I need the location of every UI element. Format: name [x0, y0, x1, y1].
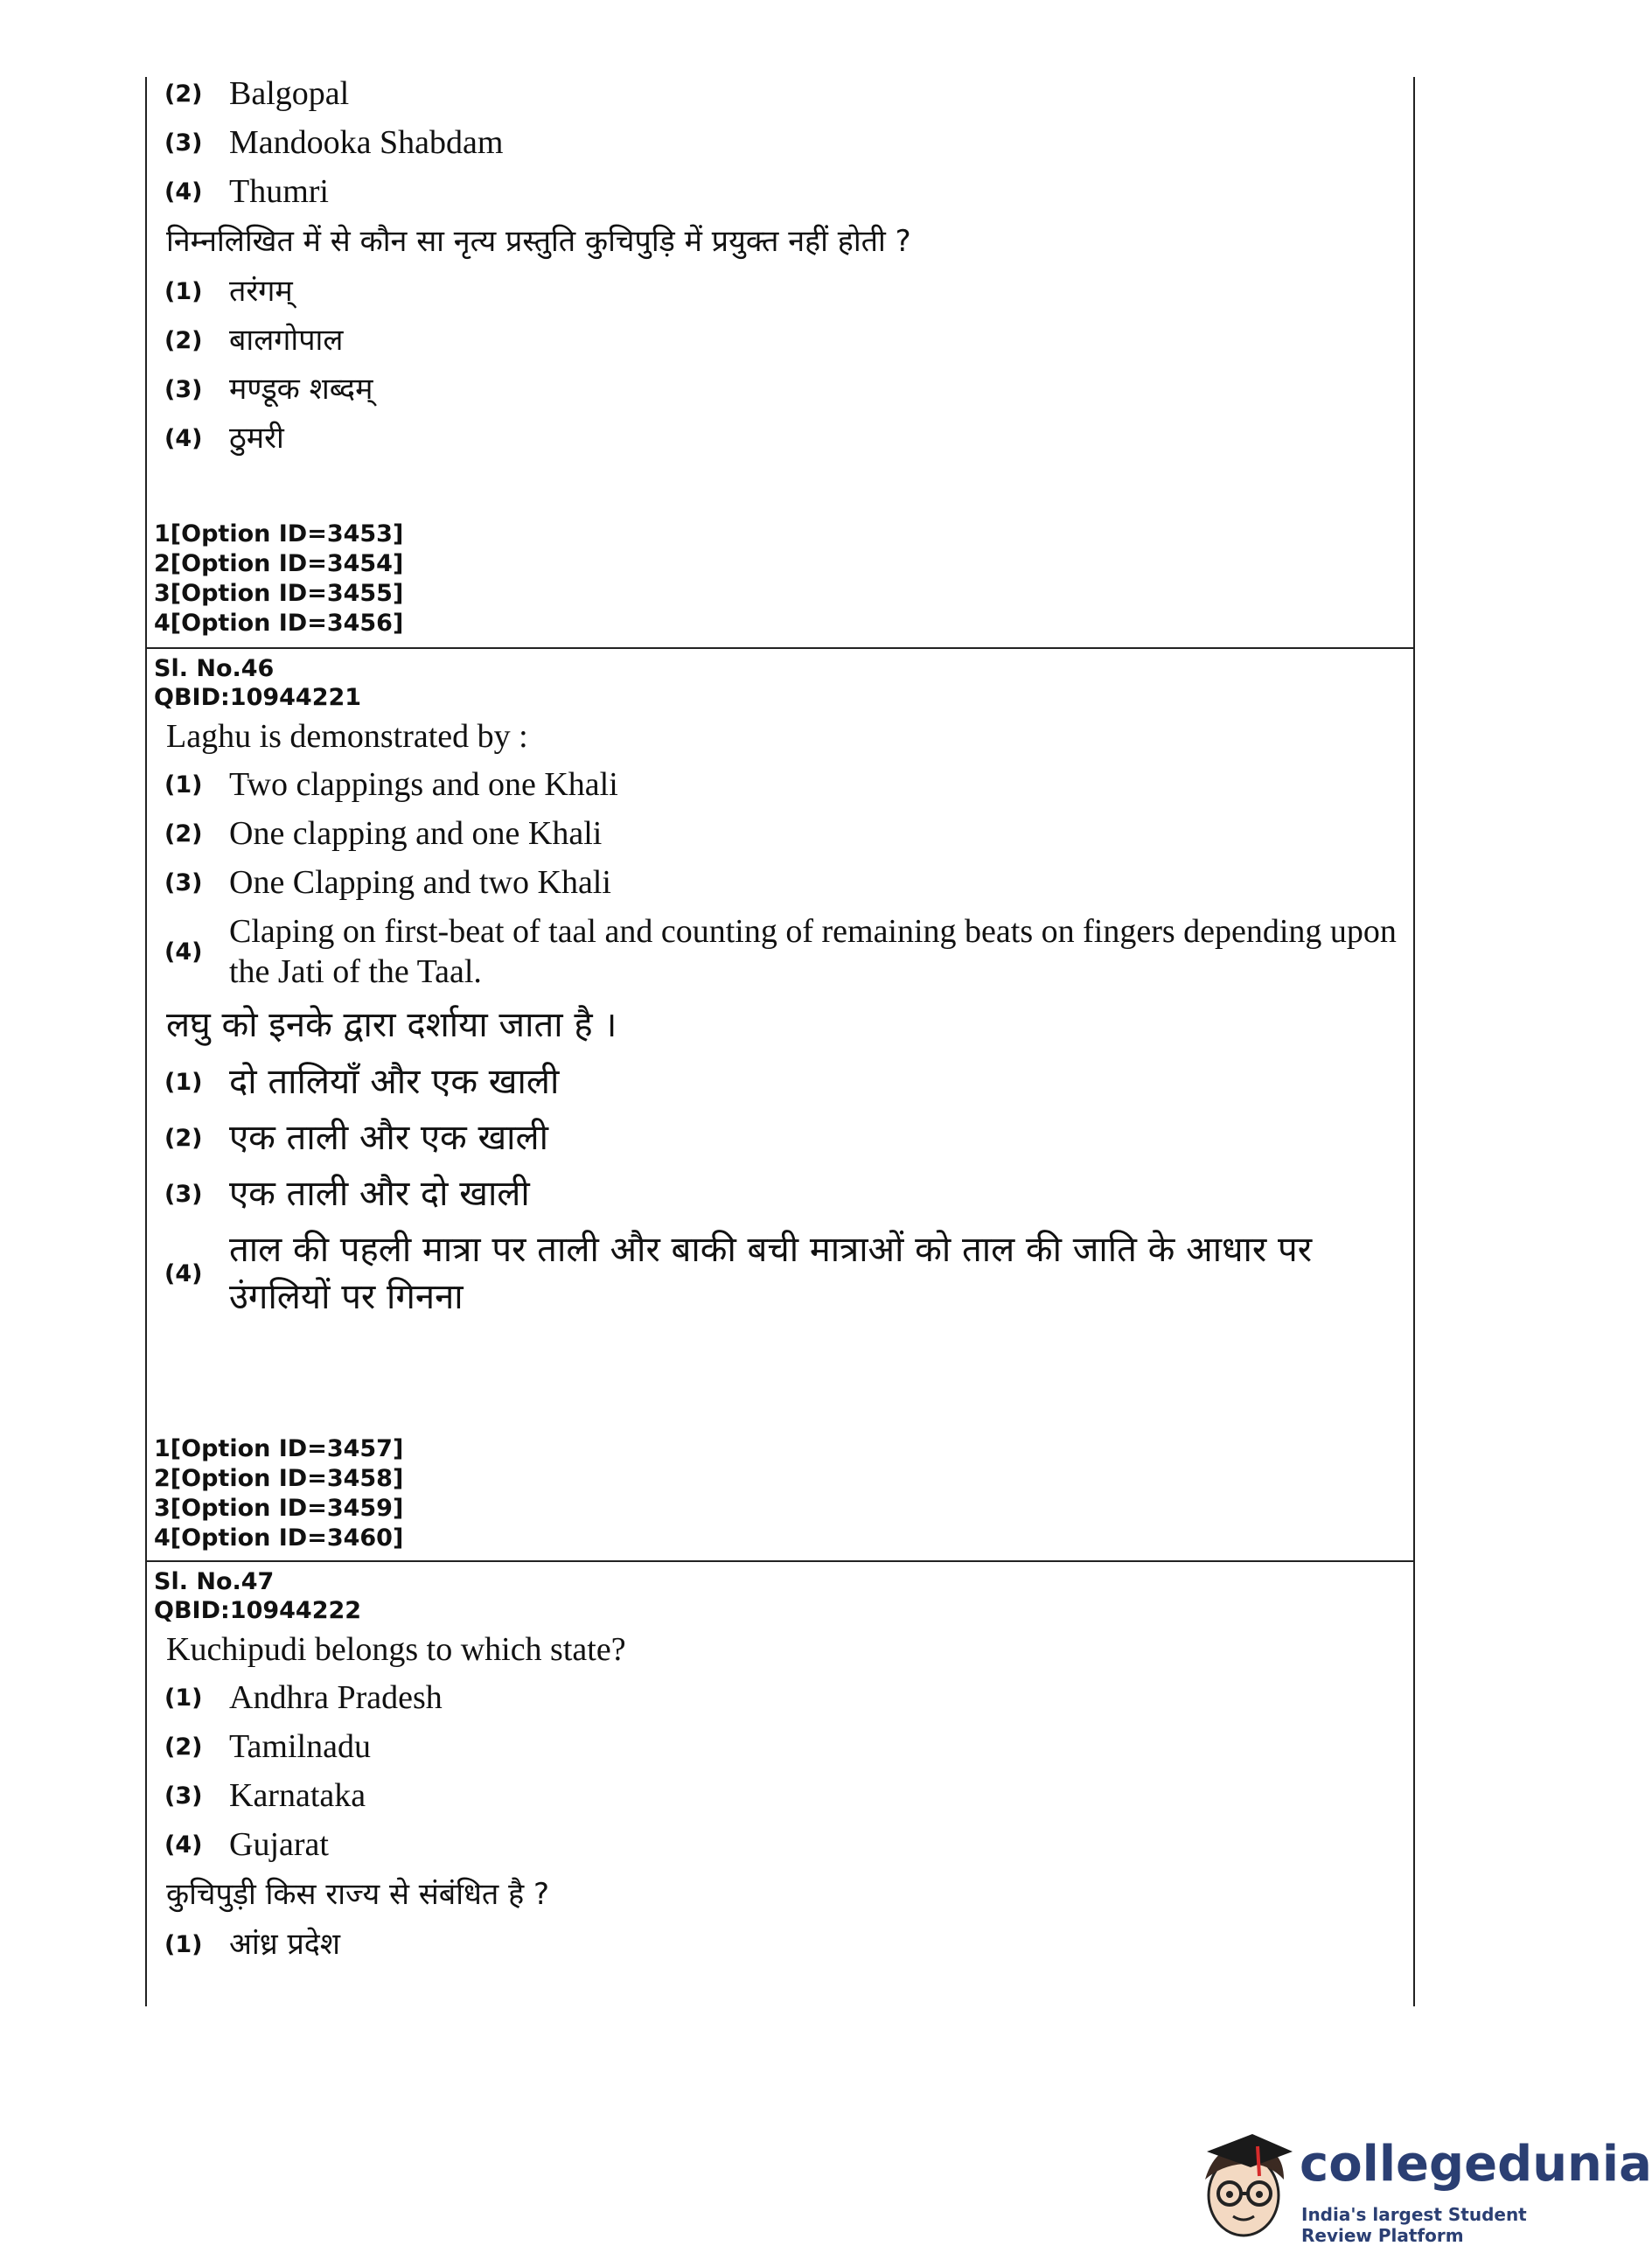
option-number: (4) [164, 424, 203, 452]
option-number: (1) [164, 277, 203, 305]
option-number: (2) [164, 326, 203, 354]
option-number: (1) [164, 1068, 203, 1096]
option-text-hindi: एक ताली और दो खाली [229, 1174, 530, 1214]
option-number: (3) [164, 1180, 203, 1208]
option-text-hindi: आंध्र प्रदेश [229, 1927, 340, 1962]
option-number: (3) [164, 1782, 203, 1810]
question-text-hindi: लघु को इनके द्वारा दर्शाया जाता है । [166, 1005, 617, 1045]
question-46-section [154, 654, 1405, 1329]
option-number: (2) [164, 1733, 203, 1761]
qbid: QBID:10944221 [154, 684, 362, 711]
option-row [154, 1824, 1405, 1865]
option-number: (4) [164, 1831, 203, 1859]
option-number: (3) [164, 375, 203, 403]
option-row [154, 271, 1405, 311]
question-text-hindi: कुचिपुड़ी किस राज्य से संबंधित है ? [166, 1877, 550, 1912]
option-number: (1) [164, 771, 203, 799]
option-number: (4) [164, 178, 203, 206]
option-number: (2) [164, 820, 203, 847]
option-id: 2[Option ID=3454] [154, 550, 404, 577]
option-id: 3[Option ID=3455] [154, 580, 404, 607]
option-text: Gujarat [229, 1826, 329, 1863]
question-text-hindi: निम्नलिखित में से कौन सा नृत्य प्रस्तुति कुचिपुड़ि में प्रयुक्त नहीं होती ? [166, 224, 911, 259]
option-row [154, 122, 1405, 163]
mascot-icon [1189, 2125, 1300, 2239]
option-text: Two clappings and one Khali [229, 766, 618, 803]
option-text-hindi: एक ताली और एक खाली [229, 1118, 549, 1158]
brand-tagline: India's largest Student Review Platform [1301, 2204, 1527, 2246]
option-id: 3[Option ID=3459] [154, 1495, 404, 1522]
option-text-hindi: तरंगम् [229, 274, 293, 309]
prev-question-section [154, 73, 1405, 467]
option-id: 4[Option ID=3460] [154, 1524, 404, 1552]
option-text: One Clapping and two Khali [229, 864, 611, 901]
option-number: (2) [164, 80, 203, 108]
option-text: Andhra Pradesh [229, 1679, 443, 1716]
option-row [154, 1726, 1405, 1767]
option-text: Karnataka [229, 1777, 366, 1814]
option-row [154, 1226, 1405, 1321]
option-number: (3) [164, 129, 203, 157]
option-row [154, 1058, 1405, 1106]
option-number: (3) [164, 868, 203, 896]
option-text: Tamilnadu [229, 1728, 371, 1765]
option-row [154, 862, 1405, 903]
question-47-section [154, 1567, 1405, 1973]
option-text: Balgopal [229, 75, 350, 112]
option-number: (1) [164, 1684, 203, 1712]
option-id: 1[Option ID=3457] [154, 1435, 404, 1462]
option-row [154, 1678, 1405, 1718]
option-text: Mandooka Shabdam [229, 124, 504, 161]
collegedunia-logo [1189, 2125, 1652, 2246]
option-row [154, 171, 1405, 212]
option-number: (2) [164, 1124, 203, 1152]
option-id-list [154, 1434, 1405, 1553]
option-number: (4) [164, 938, 203, 966]
option-row [154, 813, 1405, 854]
question-text: Laghu is demonstrated by : [166, 718, 528, 755]
option-text: Claping on first-beat of taal and counting of remaining beats on fingers depending upon the Jati of the Taal. [229, 913, 1397, 990]
option-number: (4) [164, 1259, 203, 1287]
option-id: 4[Option ID=3456] [154, 610, 404, 637]
section-divider [145, 647, 1415, 649]
option-row [154, 1924, 1405, 1964]
option-text-hindi: मण्डूक शब्दम् [229, 372, 373, 407]
option-id: 1[Option ID=3453] [154, 520, 404, 548]
brand-name: collegedunia [1300, 2136, 1652, 2193]
option-row [154, 320, 1405, 360]
option-row [154, 73, 1405, 114]
option-text-hindi: दो तालियाँ और एक खाली [229, 1062, 560, 1102]
option-row [154, 911, 1405, 992]
option-row [154, 1170, 1405, 1217]
option-text-hindi: ठुमरी [229, 421, 284, 456]
serial-number: Sl. No.46 [154, 655, 275, 682]
option-number: (1) [164, 1930, 203, 1958]
option-text-hindi: बालगोपाल [229, 323, 344, 358]
option-text: Thumri [229, 173, 329, 210]
option-row [154, 764, 1405, 805]
question-text: Kuchipudi belongs to which state? [166, 1631, 626, 1668]
option-row [154, 369, 1405, 409]
option-row [154, 1775, 1405, 1816]
option-id: 2[Option ID=3458] [154, 1465, 404, 1492]
serial-number: Sl. No.47 [154, 1568, 275, 1595]
option-text-hindi: ताल की पहली मात्रा पर ताली और बाकी बची मात्राओं को ताल की जाति के आधार पर उंगलियों पर गिनना [229, 1230, 1313, 1317]
qbid: QBID:10944222 [154, 1597, 362, 1624]
option-id-list [154, 520, 1405, 638]
option-text: One clapping and one Khali [229, 815, 603, 852]
option-row [154, 1114, 1405, 1161]
option-row [154, 418, 1405, 458]
section-divider [145, 1560, 1415, 1562]
